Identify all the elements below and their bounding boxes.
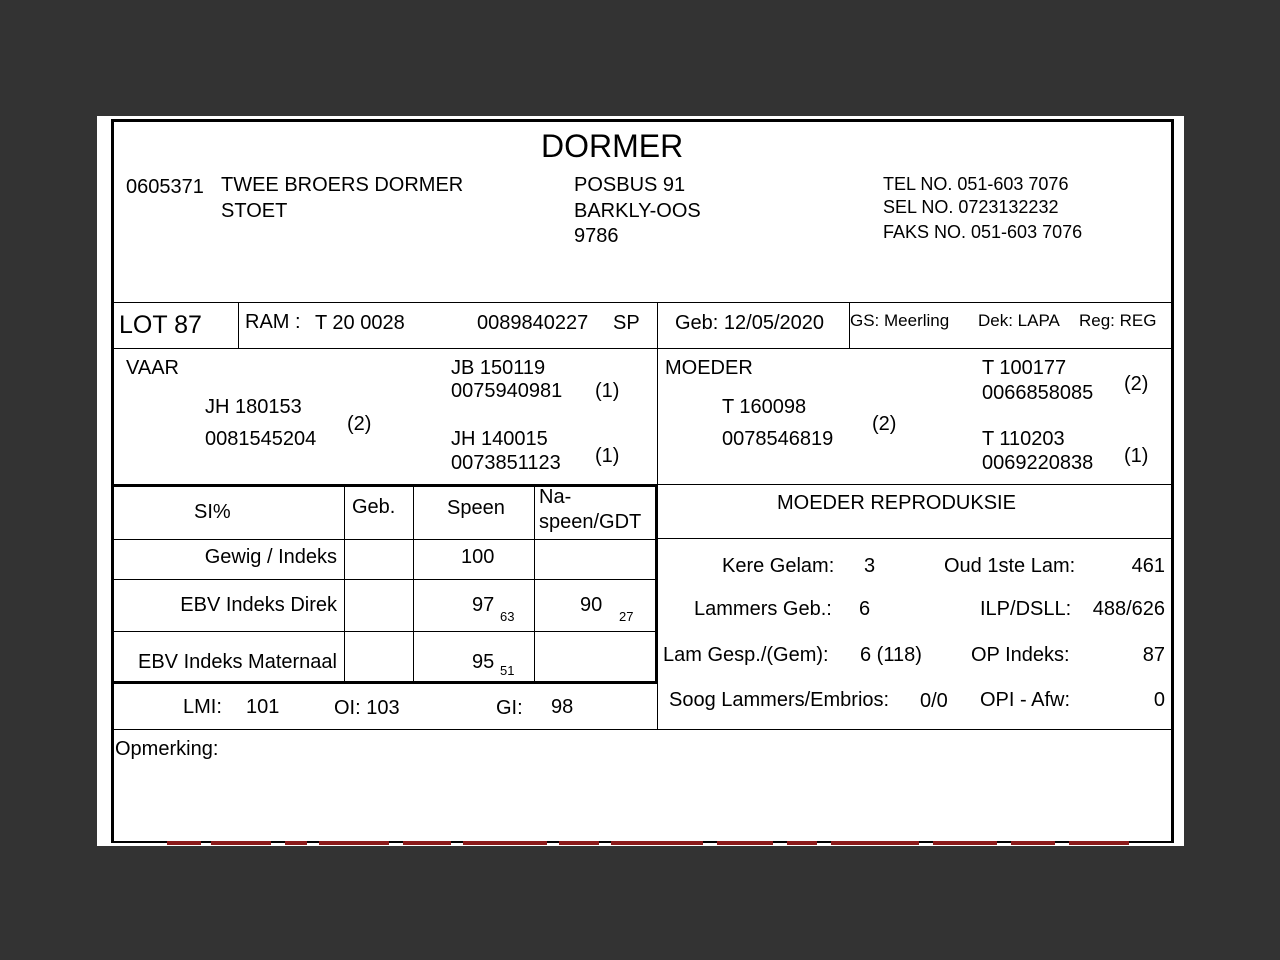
moeder-label: MOEDER bbox=[665, 357, 753, 379]
si-col-line-3 bbox=[534, 484, 535, 682]
vaar-dam-no: 0073851123 bbox=[451, 452, 561, 474]
opi-label: OPI - Afw: bbox=[980, 689, 1071, 711]
lot-card bbox=[97, 116, 1184, 846]
si-row-line-1 bbox=[111, 539, 656, 540]
kere-gelam-label: Kere Gelam: bbox=[722, 555, 835, 577]
frame-top bbox=[111, 119, 1174, 122]
gi-label: GI: bbox=[496, 697, 523, 719]
repro-title-line bbox=[657, 538, 1174, 539]
ram-label: RAM : bbox=[245, 311, 301, 333]
ilp-label: ILP/DSLL: bbox=[980, 598, 1072, 620]
divider-header bbox=[111, 302, 1174, 303]
vaar-sire-id: JB 150119 bbox=[451, 357, 546, 379]
soog-label: Soog Lammers/Embrios: bbox=[669, 689, 890, 711]
si-row-line-2 bbox=[111, 579, 656, 580]
divider-lot-v1 bbox=[238, 302, 239, 348]
owner-code: 0605371 bbox=[126, 176, 204, 198]
lot-label: LOT 87 bbox=[119, 311, 202, 339]
address-line3: 9786 bbox=[574, 225, 619, 247]
contact-tel: TEL NO. 051-603 7076 bbox=[883, 174, 1069, 194]
ram-id: T 20 0028 bbox=[315, 312, 405, 334]
si-header: SI% bbox=[194, 501, 231, 523]
moeder-no: 0078546819 bbox=[722, 428, 834, 450]
lam-gesp-label: Lam Gesp./(Gem): bbox=[663, 644, 829, 666]
speen-header: Speen bbox=[447, 497, 505, 519]
row-speen-maternaal-sub: 51 bbox=[500, 663, 515, 678]
geb-header: Geb. bbox=[352, 496, 396, 518]
oud-1ste-lam-label: Oud 1ste Lam: bbox=[944, 555, 1076, 577]
dek-value: Dek: LAPA bbox=[978, 311, 1060, 330]
repro-title: MOEDER REPRODUKSIE bbox=[777, 492, 1016, 514]
oud-1ste-lam-value: 461 bbox=[1131, 555, 1165, 577]
vaar-id: JH 180153 bbox=[205, 396, 302, 418]
ram-reg-no: 0089840227 bbox=[477, 312, 589, 334]
moeder-dam-no: 0069220838 bbox=[982, 452, 1094, 474]
divider-lot bbox=[111, 348, 1174, 349]
row-naspeen-direk: 90 bbox=[580, 594, 603, 616]
si-table-bottom bbox=[111, 681, 658, 684]
vaar-label: VAAR bbox=[126, 357, 179, 379]
vaar-no: 0081545204 bbox=[205, 428, 317, 450]
soog-value: 0/0 bbox=[920, 690, 948, 712]
si-col-line-2 bbox=[413, 484, 414, 682]
row-label-maternaal: EBV Indeks Maternaal bbox=[138, 651, 337, 673]
row-label-direk: EBV Indeks Direk bbox=[180, 594, 337, 616]
frame-right bbox=[1171, 119, 1174, 843]
oi-value: OI: 103 bbox=[334, 697, 400, 719]
gi-value: 98 bbox=[551, 696, 574, 718]
lmi-value: 101 bbox=[246, 696, 280, 718]
breed-title: DORMER bbox=[541, 128, 684, 164]
opi-value: 0 bbox=[1153, 689, 1165, 711]
owner-name-line2: STOET bbox=[221, 200, 288, 222]
moeder-dam-count: (1) bbox=[1124, 445, 1149, 467]
moeder-sire-id: T 100177 bbox=[982, 357, 1067, 379]
naspeen-header-line1: Na- bbox=[539, 486, 572, 508]
frame-left bbox=[111, 119, 114, 843]
kere-gelam-value: 3 bbox=[864, 555, 876, 577]
vaar-dam-id: JH 140015 bbox=[451, 428, 548, 450]
address-line2: BARKLY-OOS bbox=[574, 200, 701, 222]
owner-name-line1: TWEE BROERS DORMER bbox=[221, 174, 464, 196]
contact-faks: FAKS NO. 051-603 7076 bbox=[883, 222, 1083, 242]
row-speen-direk-sub: 63 bbox=[500, 609, 515, 624]
vaar-count: (2) bbox=[347, 413, 372, 435]
row-speen-direk: 97 bbox=[472, 594, 495, 616]
si-col-line-1 bbox=[344, 484, 345, 682]
moeder-sire-count: (2) bbox=[1124, 373, 1149, 395]
address-line1: POSBUS 91 bbox=[574, 174, 686, 196]
lmi-label: LMI: bbox=[183, 696, 222, 718]
birth-status: GS: Meerling bbox=[850, 311, 950, 330]
remarks-label: Opmerking: bbox=[115, 738, 219, 760]
reg-value: Reg: REG bbox=[1079, 311, 1157, 330]
vaar-sire-count: (1) bbox=[595, 380, 620, 402]
si-row-line-3 bbox=[111, 631, 656, 632]
row-naspeen-direk-sub: 27 bbox=[619, 609, 634, 624]
si-table-top bbox=[111, 484, 658, 487]
row-speen-gewig: 100 bbox=[461, 546, 495, 568]
lammers-geb-value: 6 bbox=[859, 598, 871, 620]
moeder-count: (2) bbox=[872, 413, 897, 435]
ilp-value: 488/626 bbox=[1092, 598, 1165, 620]
si-table-right bbox=[655, 484, 658, 683]
row-label-gewig: Gewig / Indeks bbox=[204, 546, 337, 568]
vaar-dam-count: (1) bbox=[595, 445, 620, 467]
lammers-geb-label: Lammers Geb.: bbox=[694, 598, 832, 620]
moeder-sire-no: 0066858085 bbox=[982, 382, 1094, 404]
divider-lot-v2 bbox=[657, 302, 658, 348]
op-indeks-label: OP Indeks: bbox=[971, 644, 1070, 666]
ram-grade: SP bbox=[613, 312, 640, 334]
footer-cutoff-text bbox=[97, 840, 1184, 846]
contact-sel: SEL NO. 0723132232 bbox=[883, 197, 1059, 217]
divider-index-bottom bbox=[111, 729, 1174, 730]
birth-date: Geb: 12/05/2020 bbox=[675, 312, 825, 334]
moeder-id: T 160098 bbox=[722, 396, 807, 418]
row-speen-maternaal: 95 bbox=[472, 651, 495, 673]
moeder-dam-id: T 110203 bbox=[982, 428, 1065, 450]
lam-gesp-value: 6 (118) bbox=[860, 644, 922, 666]
vaar-sire-no: 0075940981 bbox=[451, 380, 563, 402]
op-indeks-value: 87 bbox=[1142, 644, 1165, 666]
naspeen-header-line2: speen/GDT bbox=[539, 511, 642, 533]
